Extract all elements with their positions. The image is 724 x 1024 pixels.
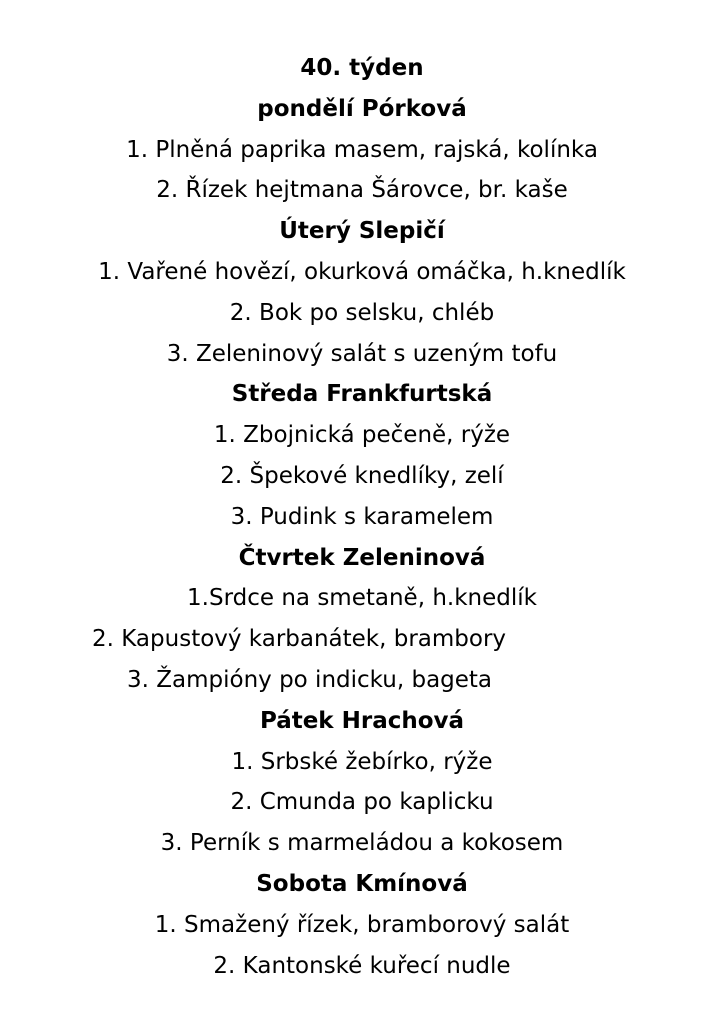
menu-item: 3. Pudink s karamelem	[230, 503, 494, 530]
menu-item: 1.Srdce na smetaně, h.knedlík	[187, 585, 537, 612]
day-heading-saturday: Sobota Kmínová	[256, 870, 468, 897]
week-title: 40. týden	[300, 55, 424, 81]
menu-item: 2. Cmunda po kaplicku	[230, 789, 494, 816]
menu-item: 3. Zeleninový salát s uzeným tofu	[166, 340, 558, 367]
menu-item: 2. Kapustový karbanátek, brambory	[92, 626, 507, 653]
menu-item: 1. Vařené hovězí, okurková omáčka, h.knedlík	[98, 258, 626, 285]
day-heading-wednesday: Středa Frankfurtská	[231, 381, 493, 408]
menu-document	[0, 48, 724, 986]
menu-item: 1. Zbojnická pečeně, rýže	[213, 422, 511, 449]
menu-item: 2. Bok po selsku, chléb	[229, 299, 495, 326]
menu-item: 1. Srbské žebírko, rýže	[231, 748, 493, 775]
day-heading-tuesday: Úterý Slepičí	[279, 218, 445, 245]
menu-item: 2. Kantonské kuřecí nudle	[213, 952, 511, 979]
day-heading-friday: Pátek Hrachová	[259, 707, 465, 734]
day-heading-thursday: Čtvrtek Zeleninová	[238, 544, 486, 571]
menu-item: 2. Špekové knedlíky, zelí	[220, 462, 504, 489]
menu-item: 1. Plněná paprika masem, rajská, kolínka	[126, 136, 598, 163]
menu-item: 3. Perník s marmeládou a kokosem	[160, 830, 564, 857]
day-heading-monday: pondělí Pórková	[257, 95, 467, 122]
menu-item: 2. Řízek hejtmana Šárovce, br. kaše	[156, 177, 568, 204]
menu-item: 3. Žampióny po indicku, bageta	[127, 666, 493, 693]
menu-item: 1. Smažený řízek, bramborový salát	[154, 911, 570, 938]
